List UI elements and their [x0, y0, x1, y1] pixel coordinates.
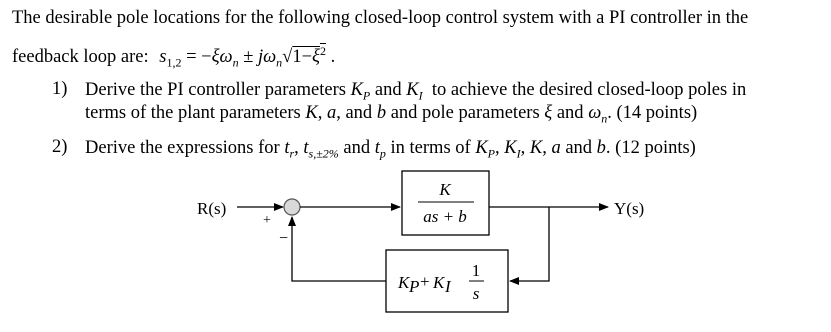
svg-text:K: K [433, 273, 445, 292]
question-1-line-2: terms of the plant parameters K, a, and b and pole parameters ξ and $\omega_n$. (14 points) [85, 103, 698, 126]
intro-line-1: The desirable pole locations for the following closed-loop control system with a PI controller in the [12, 8, 749, 28]
intro-prefix: feedback loop are: [12, 47, 149, 68]
svg-text:+: + [420, 272, 430, 291]
question-2-line-1: Derive the expressions for $t_r$, $t_{s,\pm 2\%}$ and $t_p$ in terms of $K_P$, $K_I$, K, a and b. (12 points) [85, 138, 696, 161]
svg-text:s: s [472, 284, 480, 303]
feedback-path-out [292, 217, 386, 281]
question-2-number: 2) [52, 137, 68, 157]
svg-text:P: P [409, 277, 420, 296]
question-1-line-1: Derive the PI controller parameters $K_P$ and $K_I$ to achieve the desired closed-loop poles in [85, 80, 747, 103]
sum-minus-sign: − [279, 230, 289, 247]
plant-numerator: K [439, 180, 451, 199]
feedback-path-in [510, 207, 549, 281]
summing-junction [284, 199, 300, 215]
question-1-number: 1) [52, 79, 68, 99]
output-label: Y(s) [614, 199, 645, 218]
poles-equation: $s_{1,2} = -\xi\omega_n \pm j\omega_n√1-\xi^2$ . [159, 44, 336, 70]
svg-text:K: K [398, 273, 410, 292]
svg-text:I: I [445, 277, 451, 296]
sum-plus-sign: + [263, 213, 271, 228]
plant-denominator: as + b [423, 207, 467, 226]
input-label: R(s) [197, 199, 227, 218]
svg-text:1: 1 [471, 261, 481, 280]
